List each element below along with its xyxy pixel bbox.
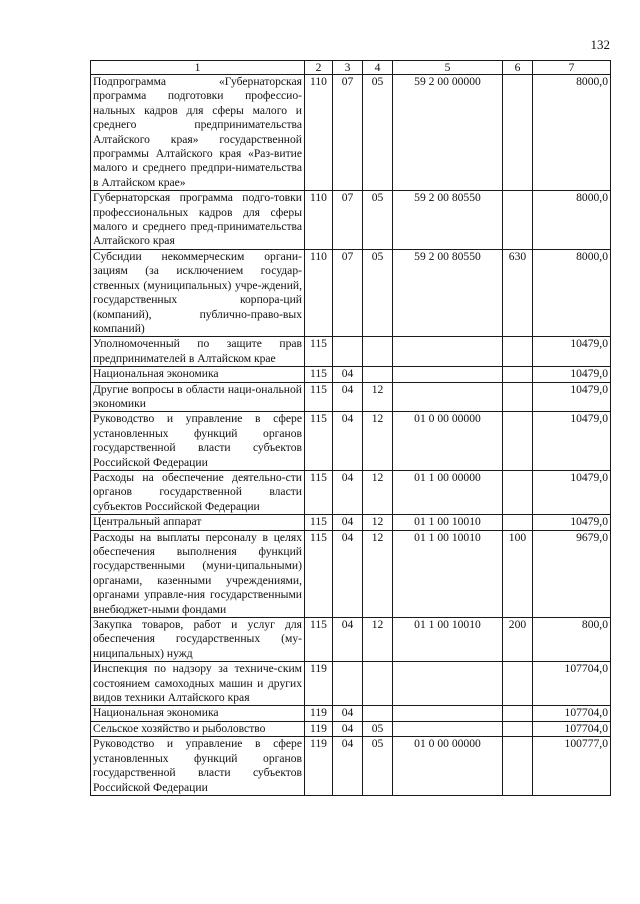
cell-article: 01 0 00 00000 bbox=[393, 737, 503, 796]
cell-ministry: 119 bbox=[305, 706, 333, 721]
cell-section: 04 bbox=[333, 530, 363, 617]
cell-article bbox=[393, 721, 503, 736]
cell-article: 01 1 00 00000 bbox=[393, 470, 503, 514]
cell-expense-type bbox=[503, 470, 533, 514]
cell-amount: 10479,0 bbox=[533, 367, 611, 382]
table-row bbox=[91, 249, 611, 336]
budget-table bbox=[90, 60, 611, 796]
cell-section: 04 bbox=[333, 412, 363, 471]
cell-ministry: 115 bbox=[305, 382, 333, 412]
cell-name: Губернаторская программа подго-товки профессиональных кадров для сферы малого и среднего пред-принимательства Алтайского края bbox=[91, 191, 305, 250]
cell-name: Руководство и управление в сфере установленных функций органов государственной власти субъектов Российской Федерации bbox=[91, 412, 305, 471]
cell-subsection: 12 bbox=[363, 618, 393, 662]
cell-article bbox=[393, 706, 503, 721]
cell-amount: 107704,0 bbox=[533, 721, 611, 736]
cell-expense-type bbox=[503, 737, 533, 796]
cell-section: 04 bbox=[333, 367, 363, 382]
cell-section: 04 bbox=[333, 706, 363, 721]
cell-name: Инспекция по надзору за техниче-ским состоянием самоходных машин и других видов техники Алтайского края bbox=[91, 662, 305, 706]
cell-expense-type bbox=[503, 191, 533, 250]
cell-section: 04 bbox=[333, 737, 363, 796]
cell-amount: 10479,0 bbox=[533, 470, 611, 514]
table-row bbox=[91, 191, 611, 250]
header-cell-ministry: 2 bbox=[305, 61, 333, 75]
table-row bbox=[91, 470, 611, 514]
table-row bbox=[91, 706, 611, 721]
table-body bbox=[91, 75, 611, 796]
cell-expense-type bbox=[503, 662, 533, 706]
cell-article bbox=[393, 662, 503, 706]
cell-amount: 8000,0 bbox=[533, 249, 611, 336]
page-number: 132 bbox=[590, 37, 610, 52]
cell-subsection: 05 bbox=[363, 191, 393, 250]
cell-section: 04 bbox=[333, 618, 363, 662]
cell-expense-type bbox=[503, 721, 533, 736]
header-cell-subsection: 4 bbox=[363, 61, 393, 75]
cell-expense-type: 100 bbox=[503, 530, 533, 617]
cell-name: Расходы на выплаты персоналу в целях обеспечения выполнения функций государственными (муни-ципальными) органами, казенными учреждениями, органами управле-ния государственными внебюджет-ными фондами bbox=[91, 530, 305, 617]
cell-name: Уполномоченный по защите прав предпринимателей в Алтайском крае bbox=[91, 337, 305, 367]
cell-amount: 800,0 bbox=[533, 618, 611, 662]
cell-name: Субсидии некоммерческим органи-зациям (за исключением государ-ственных (муниципальных) учре-ждений, государственных корпора-ций (компаний), публично-право-вых компаний) bbox=[91, 249, 305, 336]
cell-article: 01 0 00 00000 bbox=[393, 412, 503, 471]
cell-name: Сельское хозяйство и рыболовство bbox=[91, 721, 305, 736]
cell-name: Центральный аппарат bbox=[91, 515, 305, 530]
cell-ministry: 115 bbox=[305, 530, 333, 617]
cell-ministry: 115 bbox=[305, 470, 333, 514]
cell-expense-type bbox=[503, 382, 533, 412]
cell-expense-type bbox=[503, 412, 533, 471]
cell-name: Руководство и управление в сфере установленных функций органов государственной власти субъектов Российской Федерации bbox=[91, 737, 305, 796]
cell-name: Другие вопросы в области наци-ональной экономики bbox=[91, 382, 305, 412]
cell-amount: 10479,0 bbox=[533, 412, 611, 471]
cell-article bbox=[393, 382, 503, 412]
cell-expense-type bbox=[503, 515, 533, 530]
cell-article: 59 2 00 00000 bbox=[393, 75, 503, 191]
cell-name: Национальная экономика bbox=[91, 367, 305, 382]
cell-article: 01 1 00 10010 bbox=[393, 530, 503, 617]
cell-ministry: 119 bbox=[305, 721, 333, 736]
cell-ministry: 115 bbox=[305, 367, 333, 382]
cell-amount: 100777,0 bbox=[533, 737, 611, 796]
cell-section: 07 bbox=[333, 249, 363, 336]
cell-subsection: 05 bbox=[363, 249, 393, 336]
cell-expense-type bbox=[503, 75, 533, 191]
cell-expense-type bbox=[503, 337, 533, 367]
cell-expense-type: 630 bbox=[503, 249, 533, 336]
cell-subsection: 12 bbox=[363, 412, 393, 471]
cell-ministry: 119 bbox=[305, 737, 333, 796]
cell-subsection bbox=[363, 706, 393, 721]
table-row bbox=[91, 412, 611, 471]
cell-article: 59 2 00 80550 bbox=[393, 191, 503, 250]
cell-section: 07 bbox=[333, 191, 363, 250]
cell-amount: 10479,0 bbox=[533, 515, 611, 530]
table-row bbox=[91, 662, 611, 706]
header-cell-expense-type: 6 bbox=[503, 61, 533, 75]
cell-article: 01 1 00 10010 bbox=[393, 515, 503, 530]
cell-ministry: 119 bbox=[305, 662, 333, 706]
cell-subsection: 05 bbox=[363, 737, 393, 796]
cell-subsection: 05 bbox=[363, 721, 393, 736]
header-cell-section: 3 bbox=[333, 61, 363, 75]
table-row bbox=[91, 721, 611, 736]
header-cell-name: 1 bbox=[91, 61, 305, 75]
cell-amount: 8000,0 bbox=[533, 191, 611, 250]
cell-ministry: 115 bbox=[305, 412, 333, 471]
cell-amount: 107704,0 bbox=[533, 662, 611, 706]
cell-expense-type bbox=[503, 706, 533, 721]
header-row bbox=[91, 61, 611, 75]
cell-amount: 9679,0 bbox=[533, 530, 611, 617]
cell-article: 59 2 00 80550 bbox=[393, 249, 503, 336]
cell-ministry: 110 bbox=[305, 191, 333, 250]
cell-subsection: 12 bbox=[363, 530, 393, 617]
cell-article: 01 1 00 10010 bbox=[393, 618, 503, 662]
cell-article bbox=[393, 337, 503, 367]
cell-section: 04 bbox=[333, 470, 363, 514]
cell-section: 07 bbox=[333, 75, 363, 191]
cell-subsection: 12 bbox=[363, 515, 393, 530]
table-row bbox=[91, 618, 611, 662]
cell-name: Закупка товаров, работ и услуг для обеспечения государственных (му-ниципальных) нужд bbox=[91, 618, 305, 662]
header-cell-article: 5 bbox=[393, 61, 503, 75]
cell-section bbox=[333, 337, 363, 367]
cell-amount: 10479,0 bbox=[533, 382, 611, 412]
cell-section bbox=[333, 662, 363, 706]
table-row bbox=[91, 367, 611, 382]
cell-subsection bbox=[363, 337, 393, 367]
cell-section: 04 bbox=[333, 721, 363, 736]
cell-ministry: 115 bbox=[305, 337, 333, 367]
cell-subsection: 12 bbox=[363, 470, 393, 514]
cell-subsection: 12 bbox=[363, 382, 393, 412]
cell-expense-type bbox=[503, 367, 533, 382]
table-row bbox=[91, 515, 611, 530]
cell-article bbox=[393, 367, 503, 382]
cell-name: Расходы на обеспечение деятельно-сти органов государственной власти субъектов Российской Федерации bbox=[91, 470, 305, 514]
cell-subsection bbox=[363, 367, 393, 382]
cell-section: 04 bbox=[333, 515, 363, 530]
table-row bbox=[91, 75, 611, 191]
table-row bbox=[91, 530, 611, 617]
cell-expense-type: 200 bbox=[503, 618, 533, 662]
cell-amount: 10479,0 bbox=[533, 337, 611, 367]
cell-ministry: 110 bbox=[305, 75, 333, 191]
cell-subsection: 05 bbox=[363, 75, 393, 191]
cell-subsection bbox=[363, 662, 393, 706]
cell-name: Подпрограмма «Губернаторская программа подготовки профессио-нальных кадров для сферы малого и среднего предпринимательства Алтайского края» государственной программы Алтайского края «Раз-витие малого и среднего предпри-нимательства в Алтайском крае» bbox=[91, 75, 305, 191]
cell-amount: 107704,0 bbox=[533, 706, 611, 721]
header-cell-amount: 7 bbox=[533, 61, 611, 75]
cell-ministry: 110 bbox=[305, 249, 333, 336]
cell-section: 04 bbox=[333, 382, 363, 412]
table-row bbox=[91, 382, 611, 412]
cell-name: Национальная экономика bbox=[91, 706, 305, 721]
cell-amount: 8000,0 bbox=[533, 75, 611, 191]
table-row bbox=[91, 737, 611, 796]
cell-ministry: 115 bbox=[305, 618, 333, 662]
cell-ministry: 115 bbox=[305, 515, 333, 530]
table-row bbox=[91, 337, 611, 367]
